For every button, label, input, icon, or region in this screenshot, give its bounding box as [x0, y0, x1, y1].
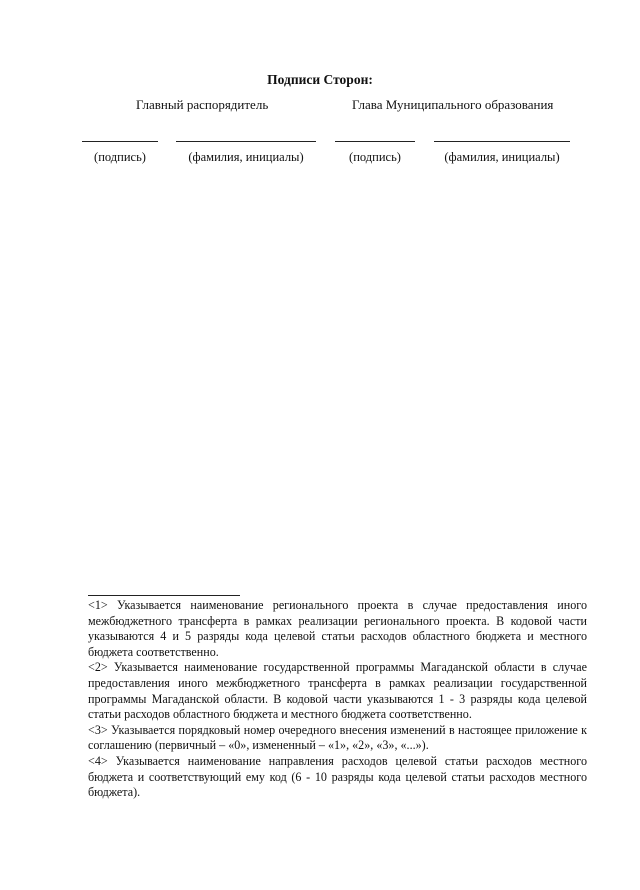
page-title: Подписи Сторон: — [267, 72, 373, 87]
chief-administrator-label: Главный распорядитель — [136, 97, 269, 112]
signature-caption-4: (фамилия, инициалы) — [444, 150, 560, 164]
signature-caption-1: (подпись) — [94, 150, 146, 164]
footnote-2: <2> Указывается наименование государственной программы Магаданской области в случае предоставления иного межбюджетного трансферта в рамках реализации государственной программы Магаданской области. В кодовой части указываются 1 - 3 разряды кода целевой статьи расходов областного бюджета и местного бюджета соответственно. — [88, 660, 587, 722]
footnote-separator — [88, 595, 240, 596]
signature-caption-3: (подпись) — [349, 150, 401, 164]
signature-line-4 — [434, 141, 570, 142]
signature-line-1 — [82, 141, 158, 142]
signature-caption-2: (фамилия, инициалы) — [188, 150, 304, 164]
footnote-1: <1> Указывается наименование регионального проекта в случае предоставления иного межбюджетного трансферта в рамках реализации регионального проекта. В кодовой части указываются 4 и 5 разряды кода целевой статьи расходов областного бюджета и местного бюджета соответственно. — [88, 598, 587, 659]
footnotes — [88, 598, 587, 801]
municipality-head-label: Глава Муниципального образования — [352, 97, 554, 112]
footnote-4: <4> Указывается наименование направления расходов целевой статьи расходов местного бюджета и соответствующий ему код (6 - 10 разряды кода целевой статьи расходов местного бюджета). — [88, 753, 587, 800]
signature-line-2 — [176, 141, 316, 142]
footnote-3: <3> Указывается порядковый номер очередного внесения изменений в настоящее приложение к соглашению (первичный – «0», измененный – «1», «2», «3», «...»). — [88, 722, 587, 753]
signature-line-3 — [335, 141, 415, 142]
